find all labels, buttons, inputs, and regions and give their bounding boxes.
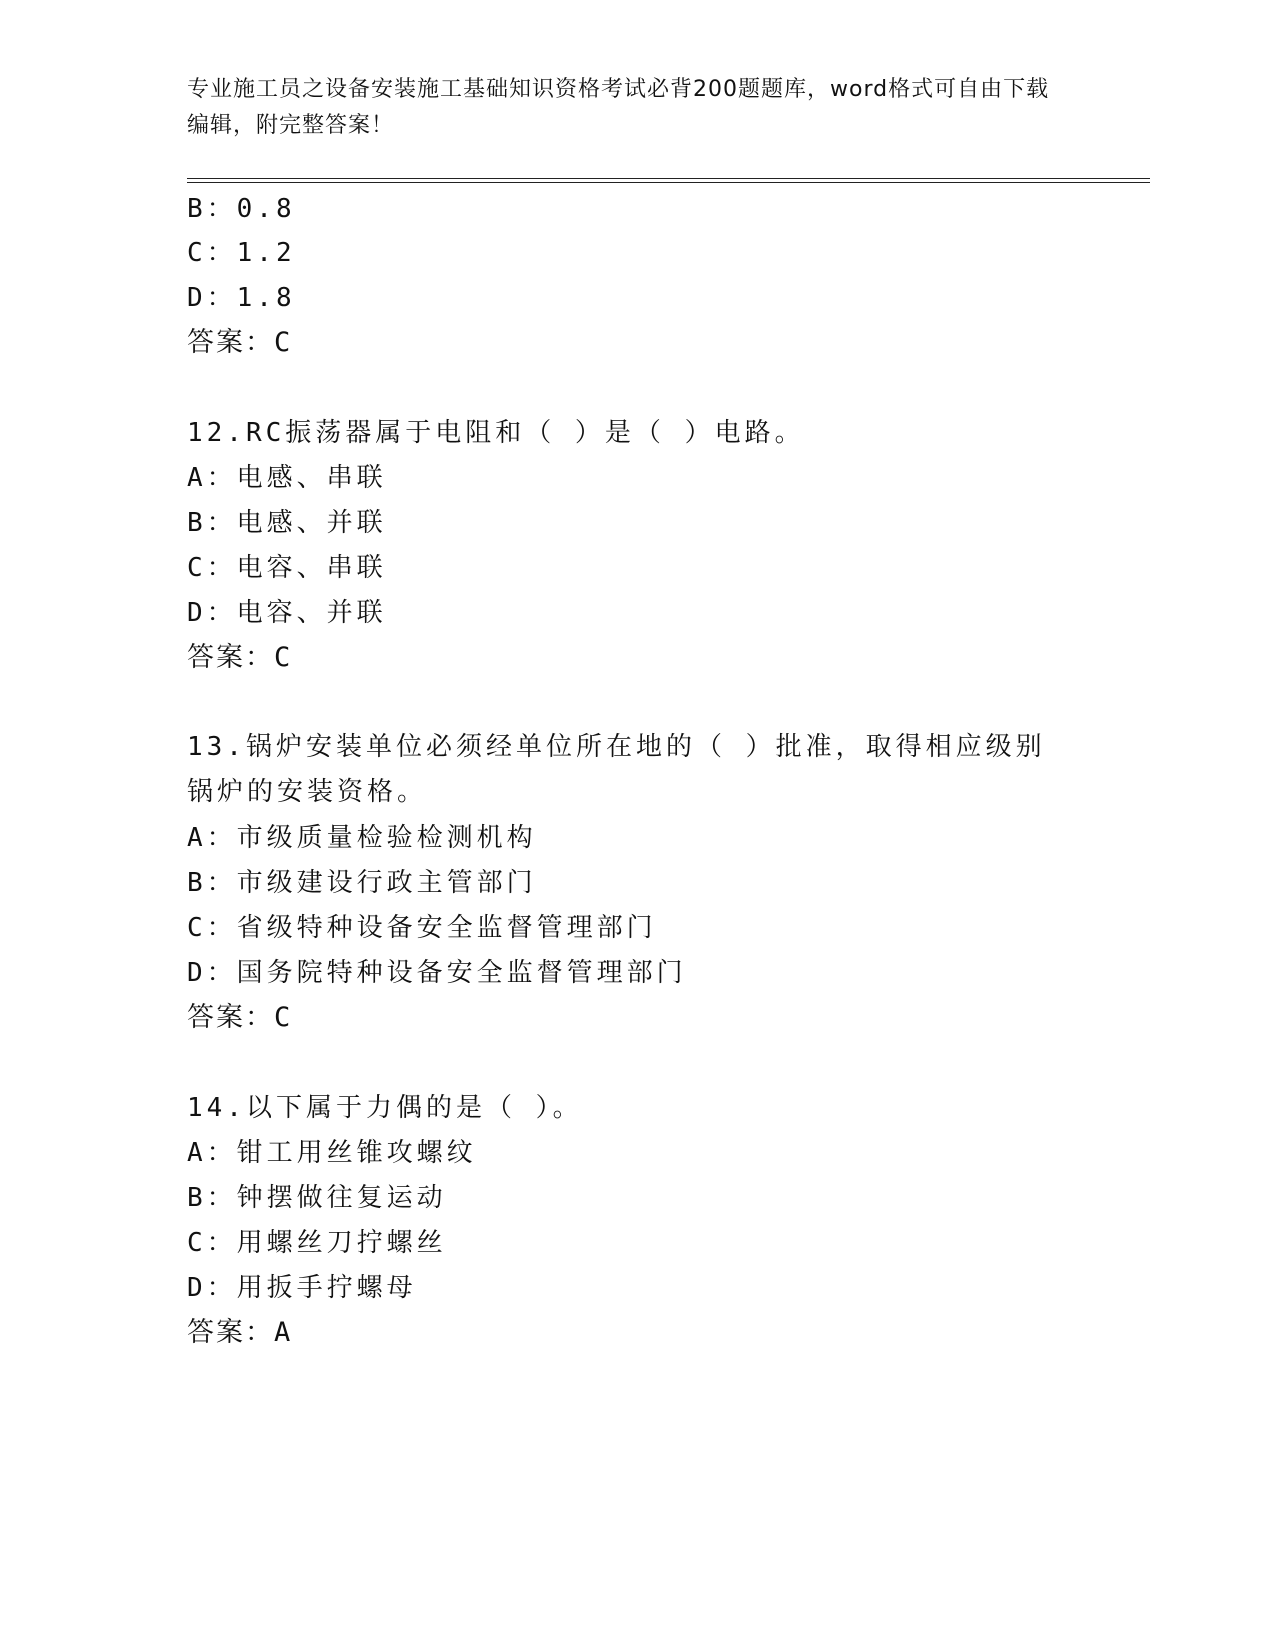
option-text: 1.2	[236, 238, 296, 268]
option-c	[187, 911, 657, 945]
option-text: 电感、并联	[236, 508, 387, 538]
option-text: 国务院特种设备安全监督管理部门	[236, 958, 687, 988]
option-text: 0.8	[236, 194, 296, 224]
question-stem: 13.锅炉安装单位必须经单位所在地的（ ）批准，取得相应级别锅炉的安装资格。	[187, 732, 1046, 807]
option-text: 市级质量检验检测机构	[236, 823, 537, 853]
option-text: 省级特种设备安全监督管理部门	[236, 913, 657, 943]
option-letter: D：	[187, 283, 237, 313]
option-text: 电感、串联	[236, 463, 387, 493]
option-d	[187, 596, 387, 630]
header-divider	[187, 178, 1150, 183]
answer-line	[187, 1001, 292, 1035]
option-letter: B：	[187, 508, 237, 538]
option-c	[187, 1226, 447, 1260]
answer-value: A	[274, 1317, 293, 1348]
option-text: 用扳手拧螺母	[236, 1273, 417, 1303]
page-header: 专业施工员之设备安装施工基础知识资格考试必背200题题库，word格式可自由下载编辑，附完整答案！	[187, 77, 1050, 138]
option-letter: A：	[187, 1138, 237, 1168]
option-letter: C：	[187, 553, 237, 583]
question-stem: 14.以下属于力偶的是（ ）。	[187, 1093, 583, 1123]
option-letter: D：	[187, 598, 237, 628]
option-d	[187, 1271, 417, 1305]
option-a	[187, 1136, 477, 1170]
option-a	[187, 821, 537, 855]
option-b	[187, 1181, 447, 1215]
option-letter: B：	[187, 868, 237, 898]
option-text: 钳工用丝锥攻螺纹	[236, 1138, 477, 1168]
option-a	[187, 461, 387, 495]
answer-label: 答案：	[187, 642, 274, 673]
answer-line	[187, 1316, 292, 1350]
option-letter: A：	[187, 463, 237, 493]
option-letter: C：	[187, 1228, 237, 1258]
option-c	[187, 236, 296, 270]
option-letter: B：	[187, 194, 237, 224]
option-text: 钟摆做往复运动	[236, 1183, 447, 1213]
answer-line	[187, 326, 292, 360]
option-d	[187, 281, 296, 315]
answer-value: C	[274, 642, 293, 673]
option-letter: D：	[187, 1273, 237, 1303]
answer-line	[187, 641, 292, 675]
answer-value: C	[274, 1002, 293, 1033]
option-text: 用螺丝刀拧螺丝	[236, 1228, 447, 1258]
option-text: 电容、串联	[236, 553, 387, 583]
option-letter: D：	[187, 958, 237, 988]
option-b	[187, 192, 296, 226]
option-text: 1.8	[236, 283, 296, 313]
answer-label: 答案：	[187, 327, 274, 358]
option-c	[187, 551, 387, 585]
answer-label: 答案：	[187, 1002, 274, 1033]
option-text: 市级建设行政主管部门	[236, 868, 537, 898]
option-text: 电容、并联	[236, 598, 387, 628]
option-b	[187, 506, 387, 540]
option-d	[187, 956, 687, 990]
option-letter: C：	[187, 238, 237, 268]
option-b	[187, 866, 537, 900]
answer-value: C	[274, 327, 293, 358]
answer-label: 答案：	[187, 1317, 274, 1348]
question-stem: 12.RC振荡器属于电阻和（ ）是（ ）电路。	[187, 418, 805, 448]
option-letter: C：	[187, 913, 237, 943]
option-letter: B：	[187, 1183, 237, 1213]
option-letter: A：	[187, 823, 237, 853]
